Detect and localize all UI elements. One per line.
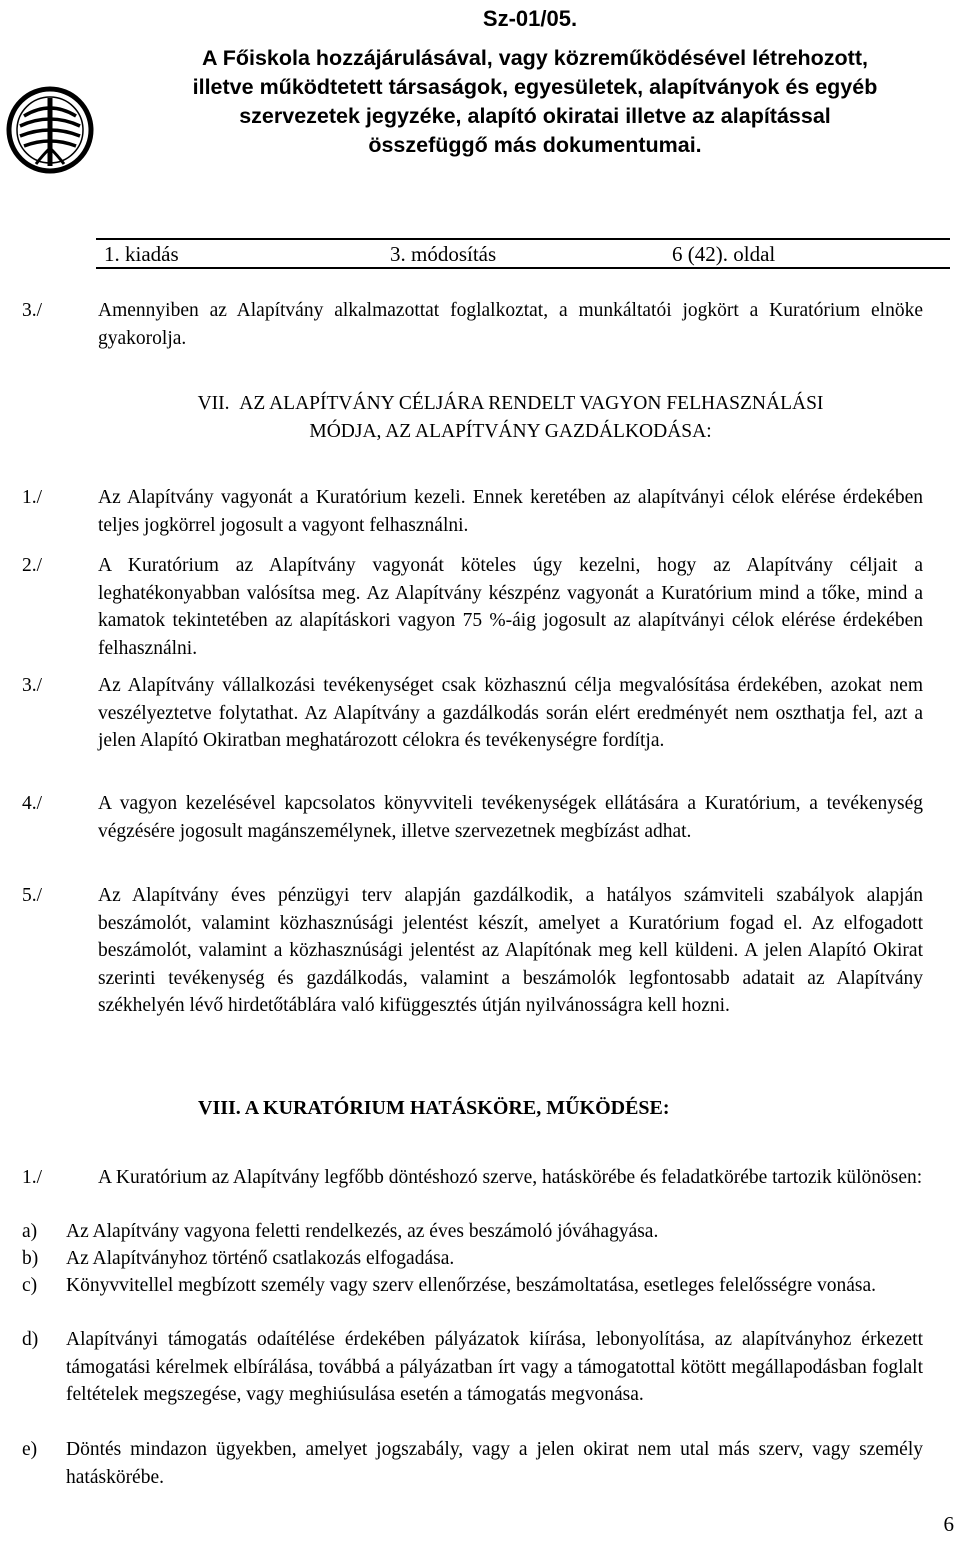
item-text: A Kuratórium az Alapítvány vagyonát köteles úgy kezelni, hogy az Alapítvány céljait a leghatékonyabban valósítsa meg. Az Alapítvány készpénz vagyonát a Kuratórium mind a tőke, mind a kamatok tekintetében az alapításkori vagyon 75 %-áig jogosult az alapítványi célok elérése érdekében felhasználni. <box>98 555 923 659</box>
title-line: A Főiskola hozzájárulásával, vagy közreműködésével létrehozott, <box>202 46 868 70</box>
item-number: 4./ <box>22 793 43 814</box>
item-number: 3./ <box>22 300 43 321</box>
page-info-label: 6 (42). oldal <box>672 242 776 266</box>
title-line: illetve működtetett társaságok, egyesületek, alapítványok és egyéb <box>192 75 878 99</box>
title-line: szervezetek jegyzéke, alapító okiratai illetve az alapítással <box>239 104 831 128</box>
section-heading: VIII. A KURATÓRIUM HATÁSKÖRE, MŰKÖDÉSE: <box>198 1097 670 1119</box>
subitem-text: Alapítványi támogatás odaítélése érdekében pályázatok kiírása, lebonyolítása, az alapítványhoz érkezett támogatási kérelmek elbírálása, továbbá a pályázatban írt vagy a támogatottal kötött megállapodásban foglalt feltételek megszegése, vagy meghiúsulása esetén a támogatás megvonása. <box>66 1329 923 1405</box>
item-text: A Kuratórium az Alapítvány legfőbb döntéshozó szerve, hatáskörébe és feladatkörébe tartozik különösen: <box>98 1167 923 1188</box>
item-text: Az Alapítvány éves pénzügyi terv alapján gazdálkodik, a hatályos számviteli szabályok alapján beszámolót, valamint közhasznúsági jelentést készít, amelyet a Kuratórium fogad el. Az elfogadott beszámolót, valamint a közhasznúsági jelentést az Alapítónak meg kell küldeni. A jelen Alapító Okirat szerinti tevékenység és gazdálkodás, valamint a beszámolók legfontosabb adatait az Alapítvány székhelyén lévő hirdetőtáblára való kifüggesztés útján nyilvánosságra kell hozni. <box>98 885 923 1016</box>
subitem-text: Döntés mindazon ügyekben, amelyet jogszabály, vagy a jelen okirat nem utal más szerv, vagy személy hatáskörébe. <box>66 1439 923 1488</box>
item-number: 3./ <box>22 675 43 696</box>
item-number: 1./ <box>22 1167 43 1188</box>
item-text: Amennyiben az Alapítvány alkalmazottat foglalkoztat, a munkáltatói jogkört a Kuratórium elnöke gyakorolja. <box>98 300 923 349</box>
title-line: összefüggő más dokumentumai. <box>368 133 702 157</box>
subitem-letter: c) <box>22 1275 38 1296</box>
section-title-line: MÓDJA, AZ ALAPÍTVÁNY GAZDÁLKODÁSA: <box>309 420 712 442</box>
document-code: Sz-01/05. <box>482 6 578 31</box>
subitem-letter: a) <box>22 1221 38 1242</box>
modification-label: 3. módosítás <box>390 242 497 266</box>
document-title <box>100 44 960 160</box>
edition-label: 1. kiadás <box>104 242 179 266</box>
section-heading <box>98 390 923 445</box>
section-number: VII. <box>197 393 230 414</box>
subitem-text: Az Alapítványhoz történő csatlakozás elfogadása. <box>66 1248 455 1269</box>
item-text: Az Alapítvány vállalkozási tevékenységet csak közhasznú célja megvalósítása érdekében, azokat nem veszélyeztetve folytathat. Az Alapítvány a gazdálkodás során elért eredményét nem oszthatja fel, azt a jelen Alapító Okiratban meghatározott célokra és tevékenységre fordítja. <box>98 675 923 751</box>
header-divider <box>96 238 950 240</box>
college-seal-icon <box>6 86 94 174</box>
subitem-letter: e) <box>22 1439 38 1460</box>
item-number: 1./ <box>22 487 43 508</box>
subitem-letter: b) <box>22 1248 39 1269</box>
item-text: A vagyon kezelésével kapcsolatos könyvviteli tevékenységek ellátására a Kuratórium, a tevékenység végzésére jogosult magánszemélynek, illetve szervezetnek megbízást adhat. <box>98 793 923 842</box>
page-number: 6 <box>943 1512 954 1536</box>
subitem-letter: d) <box>22 1329 39 1350</box>
subitem-text: Könyvvitellel megbízott személy vagy szerv ellenőrzése, beszámoltatása, esetleges felelősségre vonása. <box>66 1275 877 1296</box>
section-title-line: AZ ALAPÍTVÁNY CÉLJÁRA RENDELT VAGYON FELHASZNÁLÁSI <box>239 393 824 414</box>
header-divider <box>96 267 950 269</box>
item-text: Az Alapítvány vagyonát a Kuratórium kezeli. Ennek keretében az alapítványi célok elérése érdekében teljes jogkörrel jogosult a vagyont felhasználni. <box>98 487 923 536</box>
item-number: 5./ <box>22 885 43 906</box>
item-number: 2./ <box>22 555 43 576</box>
subitem-text: Az Alapítvány vagyona feletti rendelkezés, az éves beszámoló jóváhagyása. <box>66 1221 659 1242</box>
